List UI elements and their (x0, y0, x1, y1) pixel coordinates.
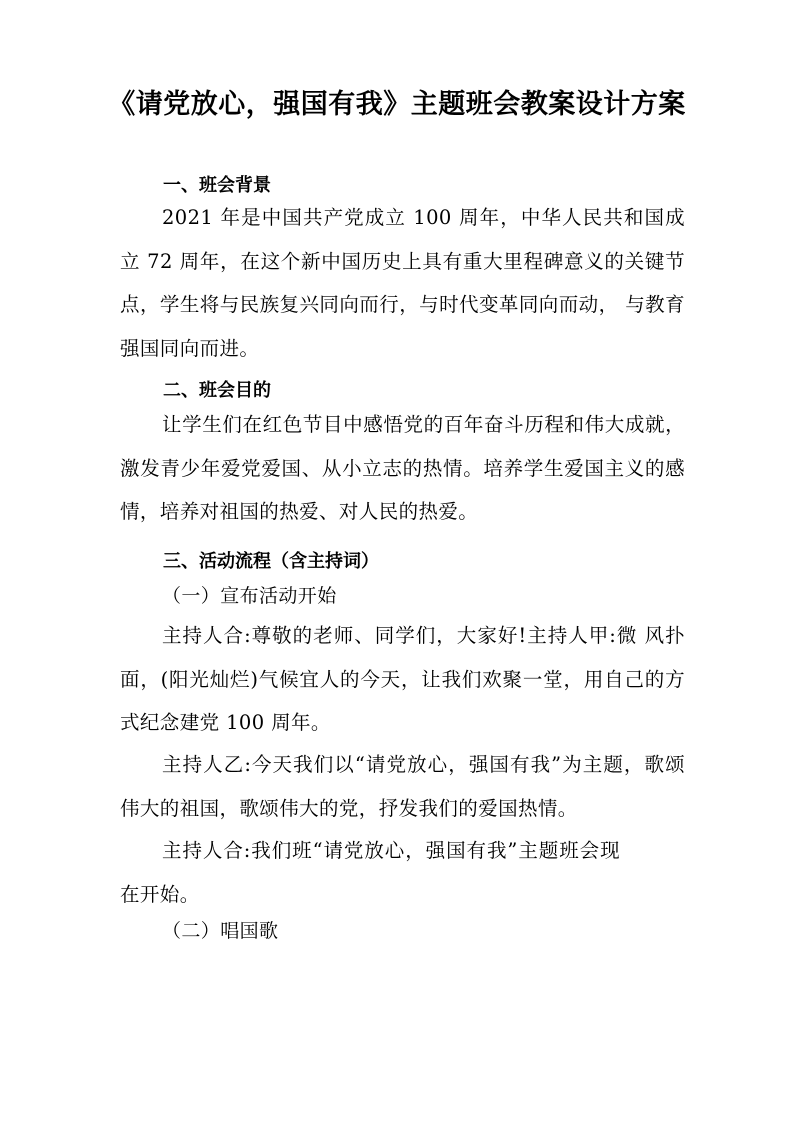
document-title: 《请党放心，强国有我》主题班会教案设计方案 (108, 89, 686, 120)
paragraph-background: 2021 年是中国共产党成立 100 周年，中华人民共和国成立 72 周年，在这个新中国历史上具有重大里程碑意义的关键节点，学生将与民族复兴同向而行，与时代变革同向而动， 与教育强国同向而进。 (120, 206, 685, 360)
section-heading-purpose: 二、班会目的 (163, 380, 271, 401)
section-heading-background: 一、班会背景 (163, 175, 271, 196)
section-heading-process: 三、活动流程（含主持词） (163, 551, 379, 572)
host-line-opening: 主持人合:尊敬的老师、同学们，大家好!主持人甲:微 风扑面，(阳光灿烂)气候宜人的今天，让我们欢聚一堂，用自己的方式纪念建党 100 周年。 (120, 624, 685, 734)
host-line-begin: 主持人合:我们班“请党放心，强国有我”主题班会现在开始。 (120, 839, 620, 906)
step-label-start: （一）宣布活动开始 (162, 585, 337, 607)
paragraph-purpose: 让学生们在红色节目中感悟党的百年奋斗历程和伟大成就，激发青少年爱党爱国、从小立志的热情。培养学生爱国主义的感情，培养对祖国的热爱、对人民的热爱。 (120, 413, 685, 523)
step-label-anthem: （二）唱国歌 (162, 920, 279, 942)
host-line-theme: 主持人乙:今天我们以“请党放心，强国有我”为主题，歌颂伟大的祖国，歌颂伟大的党，抒发我们的爱国热情。 (120, 753, 685, 820)
